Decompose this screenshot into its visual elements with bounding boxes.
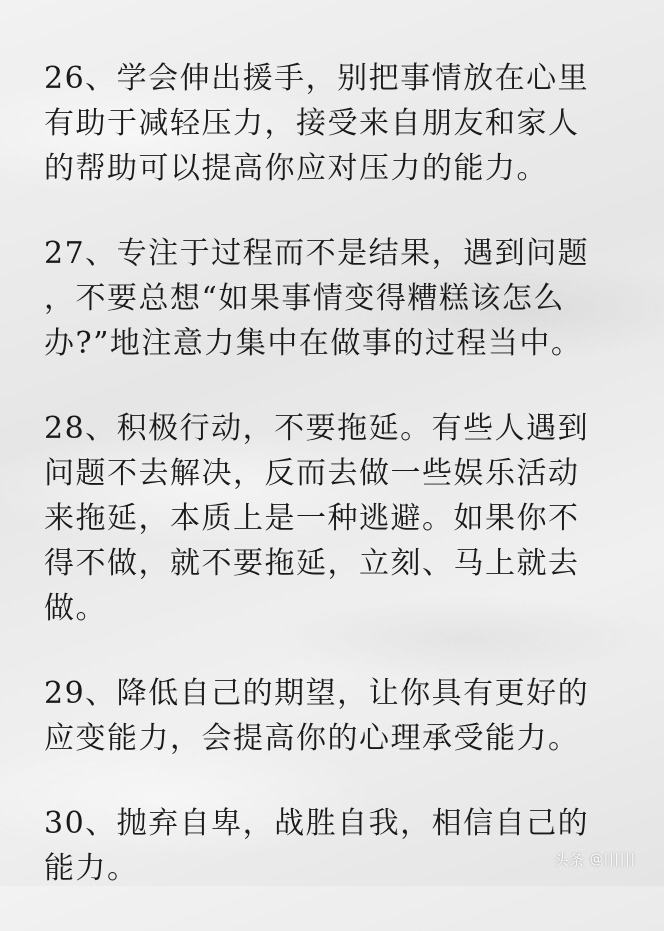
watermark-brand: 头条 xyxy=(553,851,584,869)
tip-line: 28、积极行动，不要拖延。有些人遇到 xyxy=(44,411,590,446)
watermark-handle: @|||||| xyxy=(589,852,636,867)
tip-line: 应变能力，会提高你的心理承受能力。 xyxy=(44,721,580,756)
tip-line: 29、降低自己的期望，让你具有更好的 xyxy=(44,676,590,711)
tip-30 xyxy=(44,801,634,891)
tip-line: ，不要总想“如果事情变得糟糕该怎么 xyxy=(44,281,565,316)
tip-line: 26、学会伸出援手，别把事情放在心里 xyxy=(44,61,590,96)
tip-27 xyxy=(44,231,634,366)
tip-line: 做。 xyxy=(44,591,107,626)
tip-26 xyxy=(44,56,634,191)
tip-line: 27、专注于过程而不是结果，遇到问题 xyxy=(44,236,590,271)
tip-line: 得不做，就不要拖延，立刻、马上就去 xyxy=(44,546,580,581)
tip-line: 有助于减轻压力，接受来自朋友和家人 xyxy=(44,106,580,141)
watermark xyxy=(554,849,636,870)
tip-line: 能力。 xyxy=(44,851,139,886)
tip-line: 的帮助可以提高你应对压力的能力。 xyxy=(44,151,548,186)
tips-list xyxy=(44,56,634,931)
tip-line: 来拖延，本质上是一种逃避。如果你不 xyxy=(44,501,580,536)
tip-28 xyxy=(44,406,634,631)
tip-line: 30、抛弃自卑，战胜自我，相信自己的 xyxy=(44,806,590,841)
tip-line: 问题不去解决，反而去做一些娱乐活动 xyxy=(44,456,580,491)
tip-29 xyxy=(44,671,634,761)
tip-line: 办?”地注意力集中在做事的过程当中。 xyxy=(44,326,583,361)
